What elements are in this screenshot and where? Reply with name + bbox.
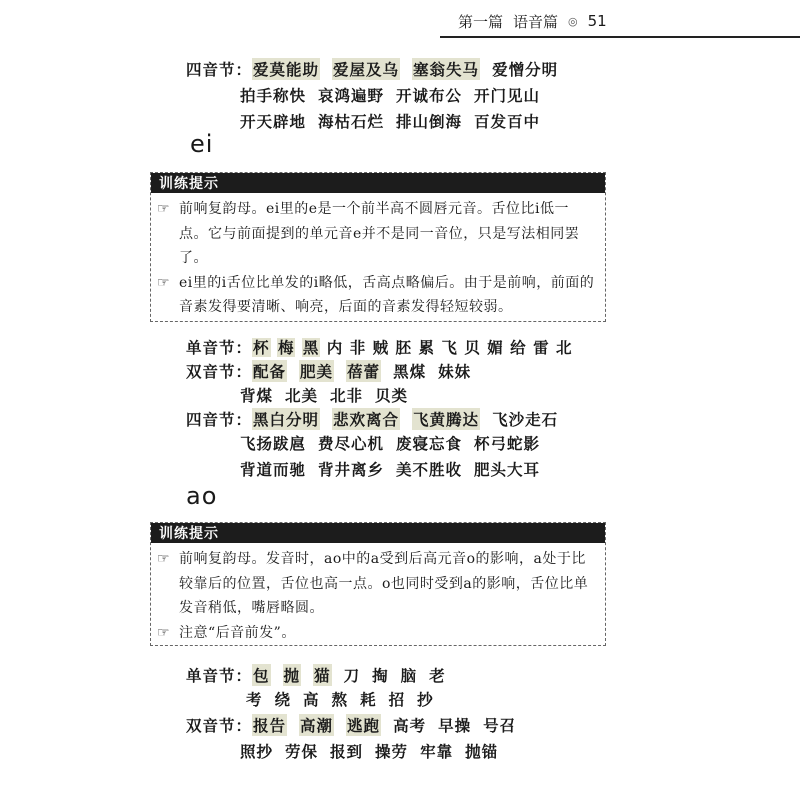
- word-row: [186, 408, 570, 430]
- word: 给: [510, 338, 527, 357]
- word: 背煤: [240, 386, 274, 405]
- word: 废寝忘食: [396, 434, 463, 453]
- word: 悲欢离合: [333, 410, 400, 429]
- word: 绕: [274, 690, 292, 709]
- row-label: 双音节：: [186, 716, 253, 735]
- tip-title: 训练提示: [151, 173, 605, 193]
- word-row: [186, 58, 570, 80]
- word: 贼: [372, 338, 390, 357]
- word: 杯: [253, 338, 270, 357]
- word: 蓓蕾: [347, 362, 381, 381]
- word: 黑煤: [393, 362, 427, 381]
- word: 猫: [314, 666, 331, 685]
- ei-heading: ei: [190, 130, 214, 158]
- word: 号召: [483, 716, 517, 735]
- word: 高: [303, 690, 320, 709]
- row-label: 双音节：: [186, 362, 253, 381]
- word: 报到: [330, 742, 364, 761]
- word: 美不胜收: [396, 460, 463, 479]
- running-header: [458, 10, 800, 32]
- word: 排山倒海: [396, 112, 463, 131]
- word: 老: [429, 666, 446, 685]
- word: 非: [349, 338, 367, 357]
- tip-paragraph: [157, 547, 597, 621]
- word: 北: [556, 338, 573, 357]
- word: 爱憎分明: [492, 60, 559, 79]
- pointing-hand-icon: ☞: [157, 624, 171, 641]
- word: 脑: [400, 666, 418, 685]
- word-row: [246, 688, 446, 710]
- tip-paragraph: [157, 621, 597, 646]
- word: 杯弓蛇影: [474, 434, 541, 453]
- tip-paragraph: [157, 197, 597, 271]
- word: 飞沙走石: [492, 410, 559, 429]
- word-row: [186, 360, 483, 382]
- word: 媚: [487, 338, 504, 357]
- tip-text: ei里的i舌位比单发的i略低，舌高点略偏后。由于是前响，前面的音素发得要清晰、响亮，后面的音素发得轻短较弱。: [179, 274, 595, 315]
- word: 胚: [395, 338, 413, 357]
- word-row: [186, 714, 528, 736]
- word: 北非: [330, 386, 364, 405]
- word: 累: [418, 338, 435, 357]
- word: 爱莫能助: [253, 60, 320, 79]
- tip-paragraph: [157, 271, 597, 320]
- word-row: [240, 740, 510, 762]
- tip-text: 注意“后音前发”。: [179, 624, 296, 641]
- pointing-hand-icon: ☞: [157, 551, 171, 567]
- word: 劳保: [285, 742, 319, 761]
- ao-tip-box: [150, 522, 606, 646]
- word: 刀: [343, 666, 361, 685]
- part-title: 第一篇: [458, 12, 504, 31]
- word: 逃跑: [347, 716, 381, 735]
- word: 爱屋及乌: [333, 60, 400, 79]
- word: 费尽心机: [318, 434, 385, 453]
- word: 黑白分明: [253, 410, 320, 429]
- word: 早操: [438, 716, 472, 735]
- word-row: [240, 432, 552, 454]
- word: 招: [388, 690, 406, 709]
- word-row: [240, 110, 552, 132]
- word: 开诚布公: [396, 86, 463, 105]
- word: 肥头大耳: [474, 460, 541, 479]
- word-row: [240, 458, 552, 480]
- word: 配备: [253, 362, 287, 381]
- header-rule: [440, 36, 800, 38]
- word: 考: [246, 690, 263, 709]
- chapter-title: 语音篇: [513, 12, 559, 31]
- word-row: [186, 336, 573, 358]
- word: 梅: [277, 338, 295, 357]
- row-label: 四音节：: [186, 60, 253, 79]
- word: 贝类: [375, 386, 409, 405]
- word: 高潮: [300, 716, 334, 735]
- word: 内: [326, 338, 344, 357]
- tip-text: 前响复韵母。发音时，ao中的a受到后高元音o的影响，a处于比较靠后的位置，舌位也高一点。o也同时受到a的影响，舌位比单发音稍低，嘴唇略圆。: [179, 551, 589, 616]
- word: 抛: [283, 666, 301, 685]
- word: 妹妹: [438, 362, 472, 381]
- pointing-hand-icon: ☞: [157, 201, 171, 217]
- word: 肥美: [300, 362, 334, 381]
- word: 包: [253, 666, 270, 685]
- word-row: [186, 664, 458, 686]
- tip-text: 前响复韵母。ei里的e是一个前半高不圆唇元音。舌位比i低一点。它与前面提到的单元音e并不是同一音位，只是写法相同罢了。: [179, 201, 580, 266]
- row-label: 单音节：: [186, 666, 253, 685]
- word: 飞扬跋扈: [240, 434, 307, 453]
- word: 报告: [253, 716, 287, 735]
- word-row: [240, 84, 552, 106]
- word: 熬: [331, 690, 349, 709]
- word: 操劳: [375, 742, 409, 761]
- word: 牢靠: [420, 742, 454, 761]
- word: 飞黄腾达: [413, 410, 480, 429]
- word: 开天辟地: [240, 112, 307, 131]
- word: 黑: [302, 338, 320, 357]
- word: 掏: [372, 666, 389, 685]
- word-row: [240, 384, 420, 406]
- pointing-hand-icon: ☞: [157, 274, 171, 291]
- word: 抛锚: [465, 742, 499, 761]
- circle-dot-icon: ◎: [568, 14, 578, 28]
- word: 北美: [285, 386, 319, 405]
- word: 拍手称快: [240, 86, 307, 105]
- row-label: 四音节：: [186, 410, 253, 429]
- word: 抄: [417, 690, 434, 709]
- word: 耗: [360, 690, 377, 709]
- word: 百发百中: [474, 112, 541, 131]
- word: 塞翁失马: [413, 60, 480, 79]
- word: 照抄: [240, 742, 274, 761]
- word: 贝: [464, 338, 481, 357]
- word: 背道而驰: [240, 460, 307, 479]
- ao-heading: ao: [186, 482, 218, 510]
- word: 背井离乡: [318, 460, 385, 479]
- row-label: 单音节：: [186, 338, 253, 357]
- word: 开门见山: [474, 86, 541, 105]
- word: 高考: [393, 716, 427, 735]
- word: 雷: [533, 338, 550, 357]
- word: 哀鸿遍野: [318, 86, 385, 105]
- word: 飞: [441, 338, 458, 357]
- tip-title: 训练提示: [151, 523, 605, 543]
- word: 海枯石烂: [318, 112, 385, 131]
- ei-tip-box: [150, 172, 606, 322]
- page-number: 51: [587, 12, 607, 30]
